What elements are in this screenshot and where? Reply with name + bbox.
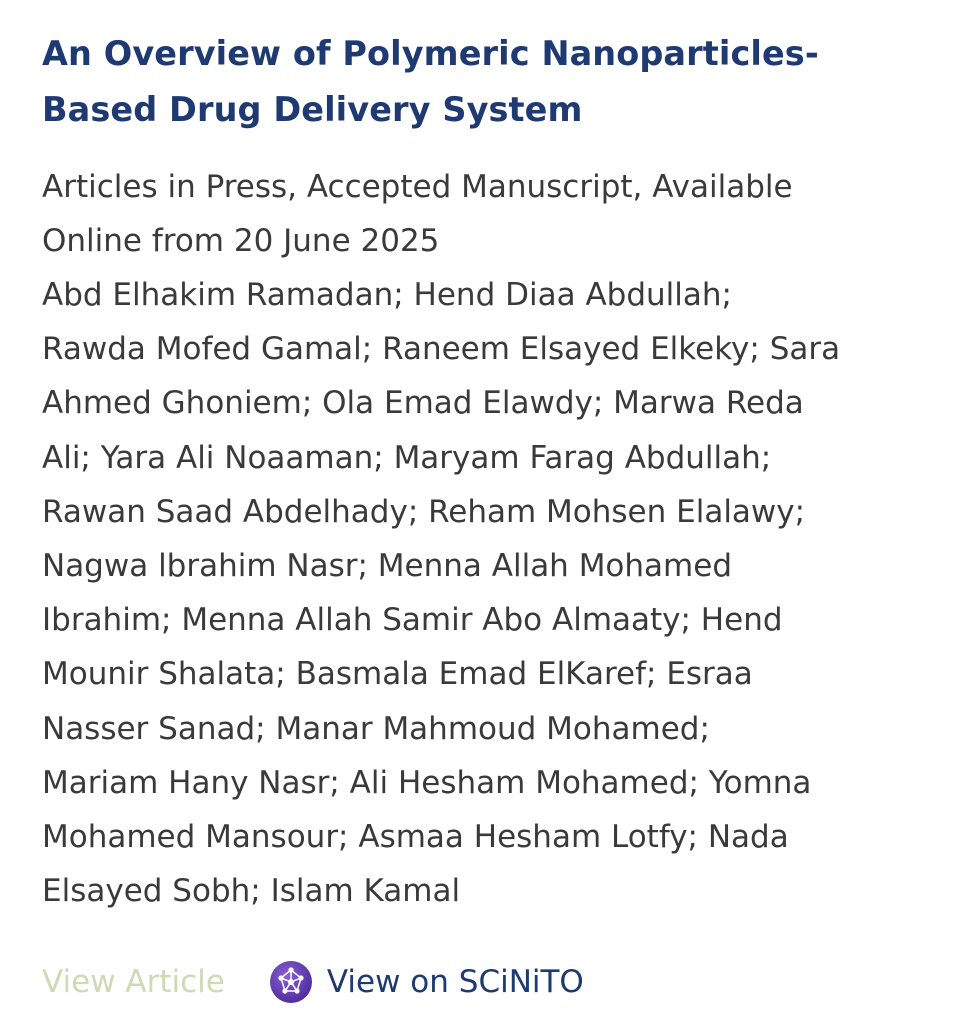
article-title-line[interactable]: Based Drug Delivery System xyxy=(42,90,583,129)
author-line: Mariam Hany Nasr; Ali Hesham Mohamed; Yomna xyxy=(42,764,812,801)
scinito-network-icon xyxy=(269,960,313,1004)
author-line: Mohamed Mansour; Asmaa Hesham Lotfy; Nada xyxy=(42,819,789,856)
article-status-line: Articles in Press, Accepted Manuscript, Available xyxy=(42,169,793,205)
article-title[interactable] xyxy=(42,26,952,138)
author-line: Ahmed Ghoniem; Ola Emad Elawdy; Marwa Reda xyxy=(42,385,804,422)
author-line: Rawan Saad Abdelhady; Reham Mohsen Elalawy; xyxy=(42,493,806,530)
author-list xyxy=(42,268,952,918)
author-line: Elsayed Sobh; Islam Kamal xyxy=(42,873,461,910)
article-status-line: Online from 20 June 2025 xyxy=(42,223,440,259)
article-status xyxy=(42,160,952,268)
author-line: Mounir Shalata; Basmala Emad ElKaref; Esraa xyxy=(42,656,753,693)
view-on-scinito-link[interactable] xyxy=(269,960,584,1004)
article-actions xyxy=(42,954,584,1010)
author-line: Rawda Mofed Gamal; Raneem Elsayed Elkeky; Sara xyxy=(42,331,841,368)
author-line: Abd Elhakim Ramadan; Hend Diaa Abdullah; xyxy=(42,277,732,313)
article-card xyxy=(42,26,952,918)
article-title-line[interactable]: An Overview of Polymeric Nanoparticles- xyxy=(42,34,819,73)
view-article-link[interactable]: View Article xyxy=(42,964,225,1000)
author-line: Nasser Sanad; Manar Mahmoud Mohamed; xyxy=(42,710,710,747)
author-line: Ibrahim; Menna Allah Samir Abo Almaaty; Hend xyxy=(42,602,783,639)
author-line: Ali; Yara Ali Noaaman; Maryam Farag Abdullah; xyxy=(42,439,772,476)
scinito-label[interactable]: View on SCiNiTO xyxy=(326,964,584,1000)
author-line: Nagwa lbrahim Nasr; Menna Allah Mohamed xyxy=(42,548,732,585)
